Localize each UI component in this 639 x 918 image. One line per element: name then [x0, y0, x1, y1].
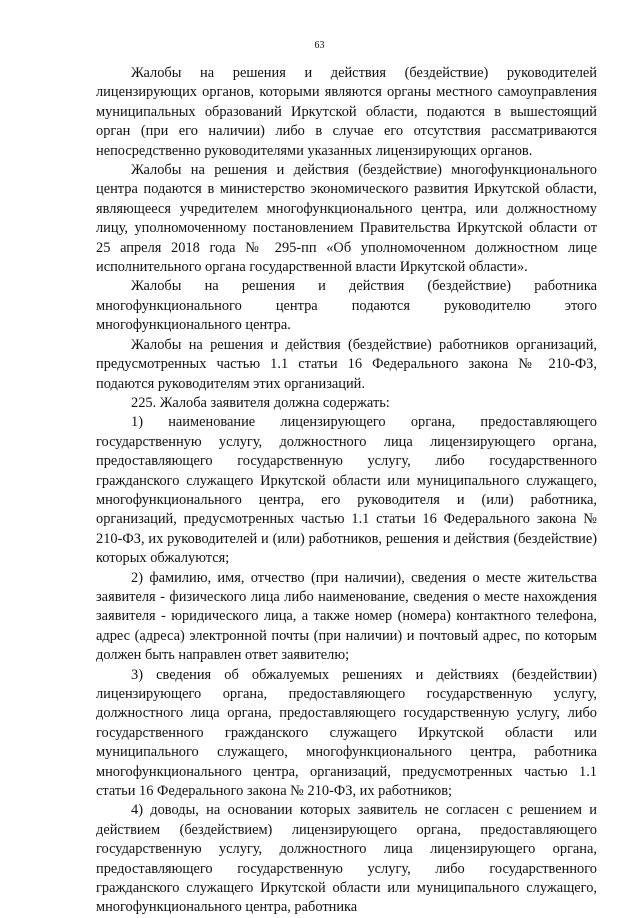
document-body — [96, 64, 597, 918]
paragraph-item-4: 4) доводы, на основании которых заявитель не согласен с решением и действием (бездействием) лицензирующего органа, предоставляющего государственную услугу, должностного лица лицензирующего органа, предоставляющего государственную услугу, либо государственного гражданского служащего Иркутской области или муниципального служащего, многофункционального центра, работника — [96, 802, 597, 916]
paragraph-mfc-complaints: Жалобы на решения и действия (бездействие) многофункционального центра подаются в министерство экономического развития Иркутской области, являющееся учредителем многофункционального центра, или должностному лицу, уполномоченному постановлением Правительства Иркутской области от 25 апреля 2018 года № 295-пп «Об уполномоченном должностном лице исполнительного органа государственной власти Иркутской области». — [96, 162, 597, 276]
paragraph-item-1: 1) наименование лицензирующего органа, предоставляющего государственную услугу, должностного лица лицензирующего органа, предоставляющего государственную услугу, либо государственного гражданского служащего Иркутской области или муниципального служащего, многофункционального центра, его руководителя и (или) работника, организаций, предусмотренных частью 1.1 статьи 16 Федерального закона № 210-ФЗ, их руководителей и (или) работников, решения и действия (бездействие) которых обжалуются; — [96, 414, 597, 567]
paragraph-municipal-complaints: Жалобы на решения и действия (бездействие) руководителей лицензирующих органов, которыми являются органы местного самоуправления муниципальных образований Иркутской области, подаются в вышестоящий орган (при его наличии) либо в случае его отсутствия рассматриваются непосредственно руководителями указанных лицензирующих органов. — [96, 65, 597, 159]
paragraph-item-3: 3) сведения об обжалуемых решениях и действиях (бездействии) лицензирующего органа, предоставляющего государственную услугу, должностного лица органа, предоставляющего государственную услугу, либо государственного гражданского служащего Иркутской области или муниципального служащего, многофункционального центра, работника многофункционального центра, организаций, предусмотренных частью 1.1 статьи 16 Федерального закона № 210-ФЗ, их работников; — [96, 666, 597, 800]
paragraph-item-2: 2) фамилию, имя, отчество (при наличии), сведения о месте жительства заявителя - физического лица либо наименование, сведения о месте нахождения заявителя - юридического лица, а также номер (номера) контактного телефона, адрес (адреса) электронной почты (при наличии) и почтовый адрес, по которым должен быть направлен ответ заявителю; — [96, 569, 597, 664]
paragraph-mfc-employee-complaints: Жалобы на решения и действия (бездействие) работника многофункционального центра подаются руководителю этого многофункционального центра. — [96, 278, 597, 334]
paragraph-organization-complaints: Жалобы на решения и действия (бездействие) работников организаций, предусмотренных частью 1.1 статьи 16 Федерального закона № 210-ФЗ, подаются руководителям этих организаций. — [96, 336, 597, 392]
page-number: 63 — [314, 40, 325, 51]
paragraph-225-heading: 225. Жалоба заявителя должна содержать: — [131, 394, 390, 411]
